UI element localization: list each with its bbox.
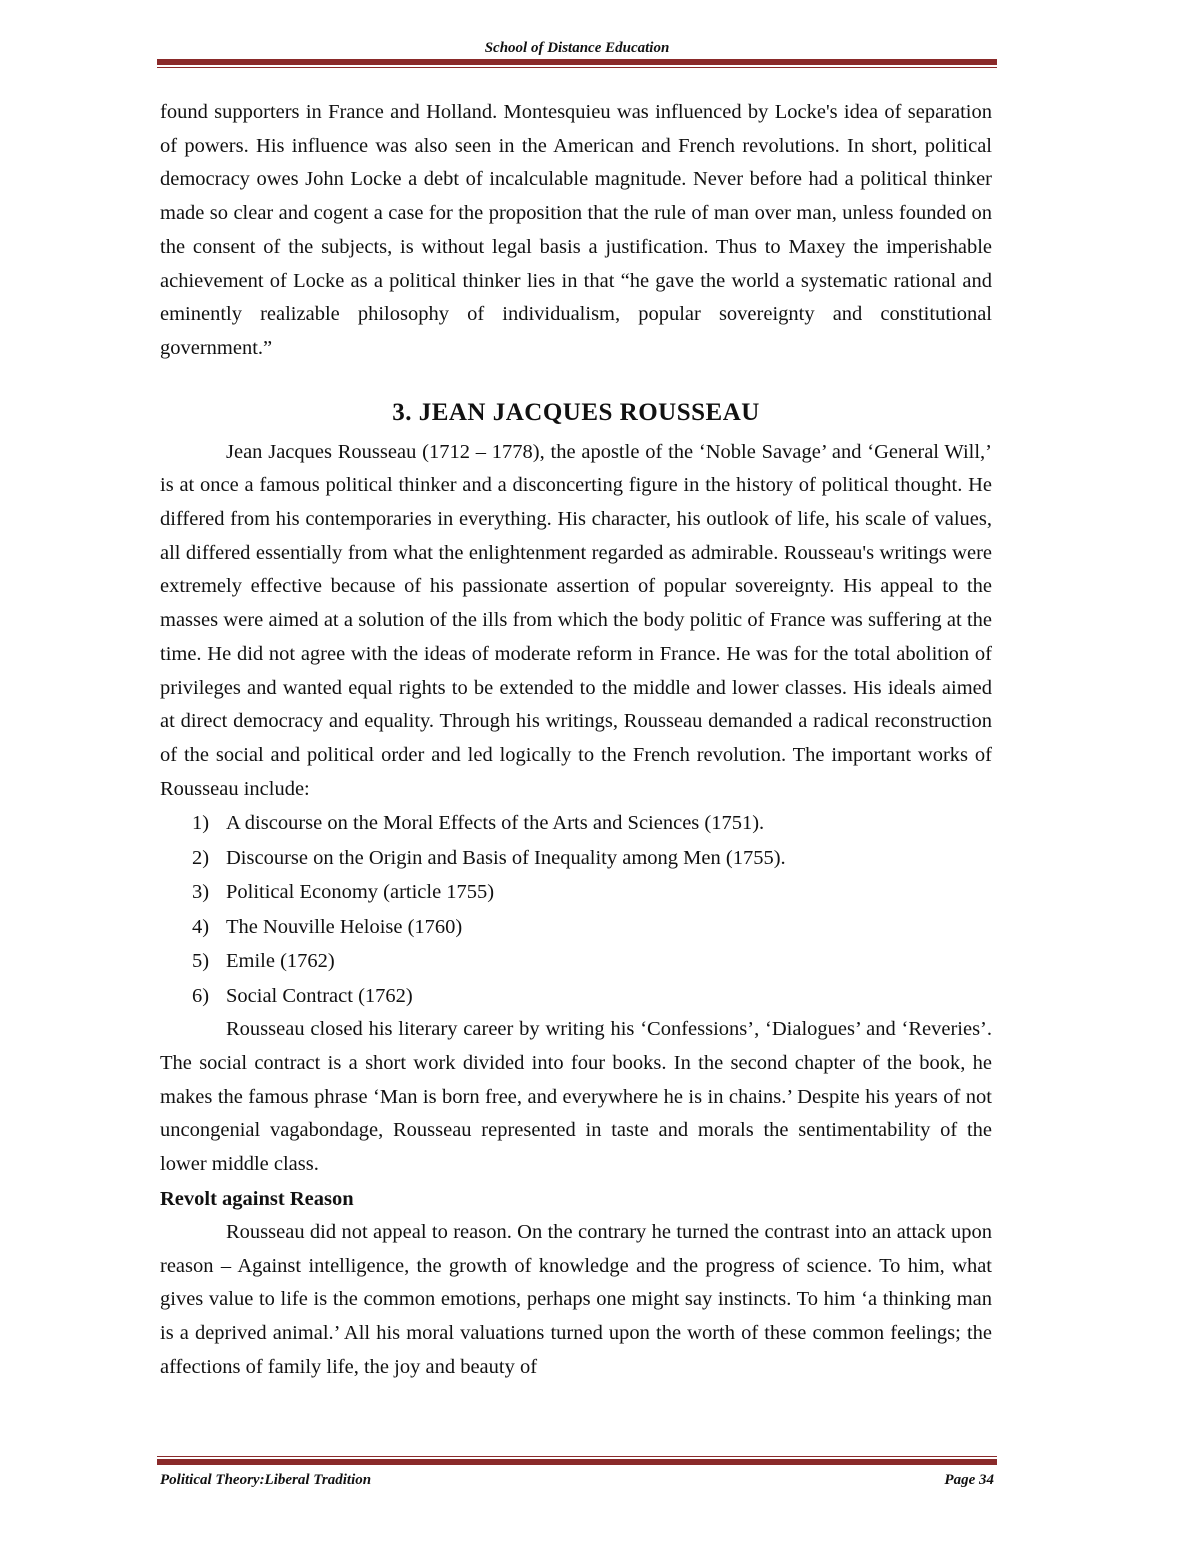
header-rule bbox=[157, 59, 997, 65]
footer-rule-thin bbox=[157, 1456, 997, 1457]
paragraph-confessions: Rousseau closed his literary career by writing his ‘Confessions’, ‘Dialogues’ and ‘Reveries’. The social contract is a short work divided into four books. In the second chapter of the book, he makes the famous phrase ‘Man is born free, and everywhere he is in chains.’ Despite his years of not uncongenial vagabondage, Rousseau represented in taste and morals the sentimentability of the lower middle class. bbox=[160, 1018, 992, 1176]
list-item-number: 6) bbox=[192, 984, 210, 1007]
list-item-text: The Nouville Heloise (1760) bbox=[226, 915, 463, 938]
list-item-number: 4) bbox=[192, 915, 210, 938]
paragraph-rousseau-intro: Jean Jacques Rousseau (1712 – 1778), the apostle of the ‘Noble Savage’ and ‘General Will,’ is at once a famous political thinker and a disconcerting figure in the history of political thought. He differed from his contemporaries in everything. His character, his outlook of life, his scale of values, all differed essentially from what the enlightenment regarded as admirable. Rousseau's writings were extremely effective because of his passionate assertion of popular sovereignty. His appeal to the masses were aimed at a solution of the ills from which the body politic of France was suffering at the time. He did not agree with the ideas of moderate reform in France. He was for the total abolition of privileges and wanted equal rights to be extended to the middle and lower classes. His ideals aimed at direct democracy and equality. Through his writings, Rousseau demanded a radical reconstruction of the social and political order and led logically to the French revolution. The important works of Rousseau include: bbox=[160, 440, 992, 800]
footer-rule bbox=[157, 1459, 997, 1465]
list-item bbox=[160, 841, 992, 876]
document-body bbox=[160, 96, 992, 1384]
subheading-revolt-against-reason: Revolt against Reason bbox=[160, 1187, 354, 1210]
list-item bbox=[160, 910, 992, 945]
list-item-text: Emile (1762) bbox=[226, 950, 335, 973]
section-heading: 3. JEAN JACQUES ROUSSEAU bbox=[392, 398, 760, 426]
list-item bbox=[160, 944, 992, 979]
list-item-text: Political Economy (article 1755) bbox=[226, 881, 495, 904]
list-item-number: 3) bbox=[192, 881, 210, 904]
footer-course-title: Political Theory:Liberal Tradition bbox=[160, 1472, 372, 1488]
list-item-number: 5) bbox=[192, 950, 210, 973]
list-item bbox=[160, 806, 992, 841]
list-item-number: 2) bbox=[192, 846, 210, 869]
list-item-text: Social Contract (1762) bbox=[226, 984, 413, 1007]
list-item bbox=[160, 979, 992, 1014]
paragraph-reason: Rousseau did not appeal to reason. On the contrary he turned the contrast into an attack upon reason – Against intelligence, the growth of knowledge and the progress of science. To him, what gives value to life is the common emotions, perhaps one might say instincts. To him ‘a thinking man is a deprived animal.’ All his moral valuations turned upon the worth of these common feelings; the affections of family life, the joy and beauty of bbox=[160, 1220, 992, 1378]
list-item-number: 1) bbox=[192, 812, 210, 835]
list-item bbox=[160, 875, 992, 910]
list-item-text: A discourse on the Moral Effects of the Arts and Sciences (1751). bbox=[226, 812, 765, 835]
works-list bbox=[160, 806, 992, 1013]
page-header-title: School of Distance Education bbox=[484, 40, 670, 56]
paragraph-locke: found supporters in France and Holland. Montesquieu was influenced by Locke's idea of separation of powers. His influence was also seen in the American and French revolutions. In short, political democracy owes John Locke a debt of incalculable magnitude. Never before had a political thinker made so clear and cogent a case for the proposition that the rule of man over man, unless founded on the consent of the subjects, is without legal basis a justification. Thus to Maxey the imperishable achievement of Locke as a political thinker lies in that “he gave the world a systematic rational and eminently realizable philosophy of individualism, popular sovereignty and constitutional government.” bbox=[160, 101, 992, 359]
list-item-text: Discourse on the Origin and Basis of Inequality among Men (1755). bbox=[226, 846, 786, 869]
header-rule-thin bbox=[157, 67, 997, 68]
page-number: Page 34 bbox=[944, 1472, 994, 1488]
